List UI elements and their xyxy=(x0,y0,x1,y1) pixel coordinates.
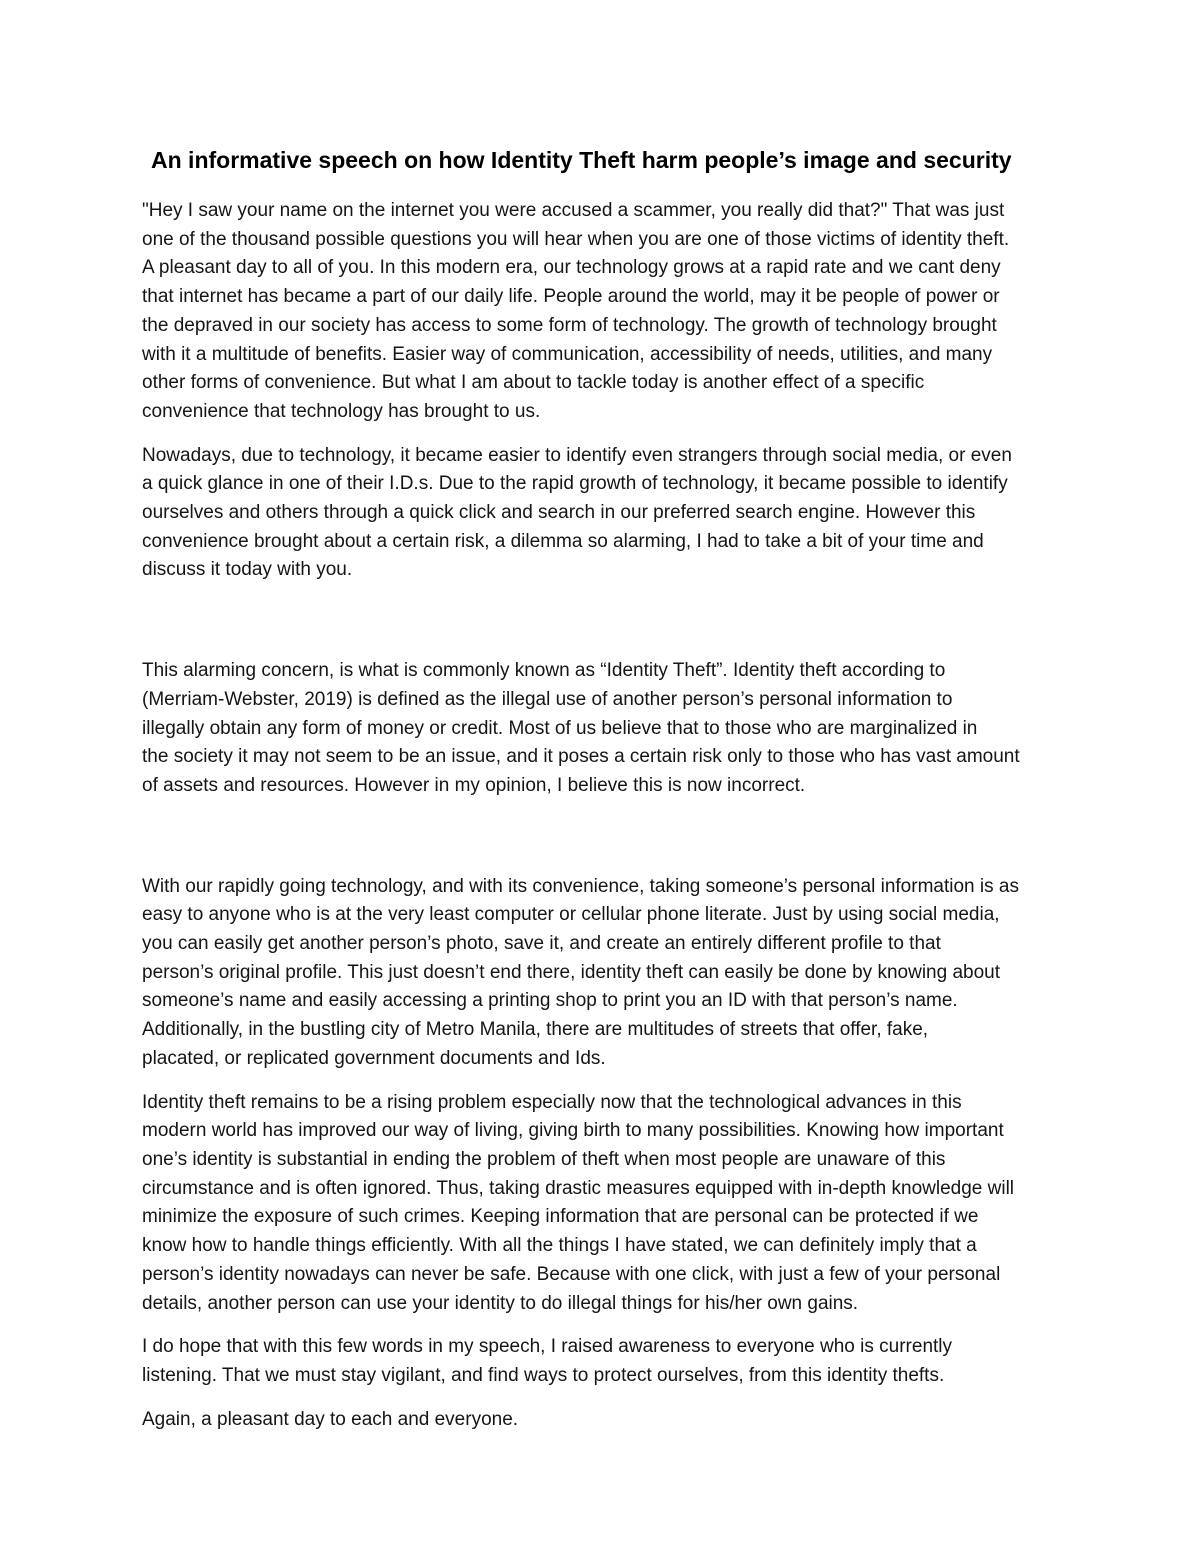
text-line: that internet has became a part of our daily life. People around the world, may it be people of power or xyxy=(142,286,1000,308)
text-line: placated, or replicated government documents and Ids. xyxy=(142,1047,606,1069)
text-line: listening. That we must stay vigilant, and find ways to protect ourselves, from this identity thefts. xyxy=(142,1364,945,1386)
paragraph-closing xyxy=(142,1406,1082,1435)
text-line: circumstance and is often ignored. Thus, taking drastic measures equipped with in-depth knowledge will xyxy=(142,1177,1015,1199)
text-line: the society it may not seem to be an issue, and it poses a certain risk only to those who has vast amount xyxy=(142,746,1020,768)
paragraph-conclusion xyxy=(142,1333,1082,1390)
text-line: easy to anyone who is at the very least computer or cellular phone literate. Just by using social media, xyxy=(142,904,1000,926)
paragraph-technology xyxy=(142,873,1082,1074)
text-line: you can easily get another person’s photo, save it, and create an entirely different profile to that xyxy=(142,933,941,955)
paragraph-intro xyxy=(142,197,1082,427)
text-line: convenience brought about a certain risk, a dilemma so alarming, I had to take a bit of your time and xyxy=(142,530,984,552)
text-line: other forms of convenience. But what I am about to tackle today is another effect of a specific xyxy=(142,372,925,394)
text-line: modern world has improved our way of living, giving birth to many possibilities. Knowing how important xyxy=(142,1120,1004,1142)
text-line: convenience that technology has brought to us. xyxy=(142,400,541,422)
text-line: With our rapidly going technology, and with its convenience, taking someone’s personal information is as xyxy=(142,875,1019,897)
text-line: person’s identity nowadays can never be safe. Because with one click, with just a few of your personal xyxy=(142,1263,1001,1285)
text-line: person’s original profile. This just doesn’t end there, identity theft can easily be done by knowing about xyxy=(142,961,1000,983)
text-line: details, another person can use your identity to do illegal things for his/her own gains. xyxy=(142,1292,859,1314)
text-line: Identity theft remains to be a rising problem especially now that the technological advances in this xyxy=(142,1091,962,1113)
text-line: discuss it today with you. xyxy=(142,559,353,581)
text-line: "Hey I saw your name on the internet you were accused a scammer, you really did that?" That was just xyxy=(142,200,1005,221)
text-line: Nowadays, due to technology, it became easier to identify even strangers through social media, or even xyxy=(142,444,1012,466)
text-line: This alarming concern, is what is commonly known as “Identity Theft”. Identity theft according to xyxy=(142,660,946,682)
paragraph-definition xyxy=(142,657,1082,801)
text-line: know how to handle things efficiently. With all the things I have stated, we can definitely imply that a xyxy=(142,1235,977,1257)
text-line: minimize the exposure of such crimes. Keeping information that are personal can be protected if we xyxy=(142,1206,979,1228)
text-line: a quick glance in one of their I.D.s. Due to the rapid growth of technology, it became possible to identify xyxy=(142,473,1008,495)
text-line: one’s identity is substantial in ending the problem of theft when most people are unaware of this xyxy=(142,1148,946,1170)
text-line: one of the thousand possible questions you will hear when you are one of those victims of identity theft. xyxy=(142,228,1010,250)
text-line: I do hope that with this few words in my speech, I raised awareness to everyone who is currently xyxy=(142,1336,953,1358)
text-line: Additionally, in the bustling city of Metro Manila, there are multitudes of streets that offer, fake, xyxy=(142,1019,929,1041)
document-title: An informative speech on how Identity Theft harm people’s image and security xyxy=(151,147,1012,173)
text-line: illegally obtain any form of money or credit. Most of us believe that to those who are marginalized in xyxy=(142,717,978,739)
paragraph-nowadays xyxy=(142,442,1082,586)
text-line: someone’s name and easily accessing a printing shop to print you an ID with that person’s name. xyxy=(142,990,958,1012)
text-line: the depraved in our society has access to some form of technology. The growth of technology brought xyxy=(142,314,997,336)
text-line: of assets and resources. However in my opinion, I believe this is now incorrect. xyxy=(142,774,806,796)
text-line: with it a multitude of benefits. Easier way of communication, accessibility of needs, utilities, and many xyxy=(142,343,993,365)
text-line: A pleasant day to all of you. In this modern era, our technology grows at a rapid rate and we cant deny xyxy=(142,257,1001,279)
paragraph-rising-problem xyxy=(142,1089,1082,1319)
text-line: Again, a pleasant day to each and everyone. xyxy=(142,1408,519,1430)
text-line: ourselves and others through a quick click and search in our preferred search engine. However this xyxy=(142,502,976,524)
text-line: (Merriam-Webster, 2019) is defined as the illegal use of another person’s personal information to xyxy=(142,688,953,710)
